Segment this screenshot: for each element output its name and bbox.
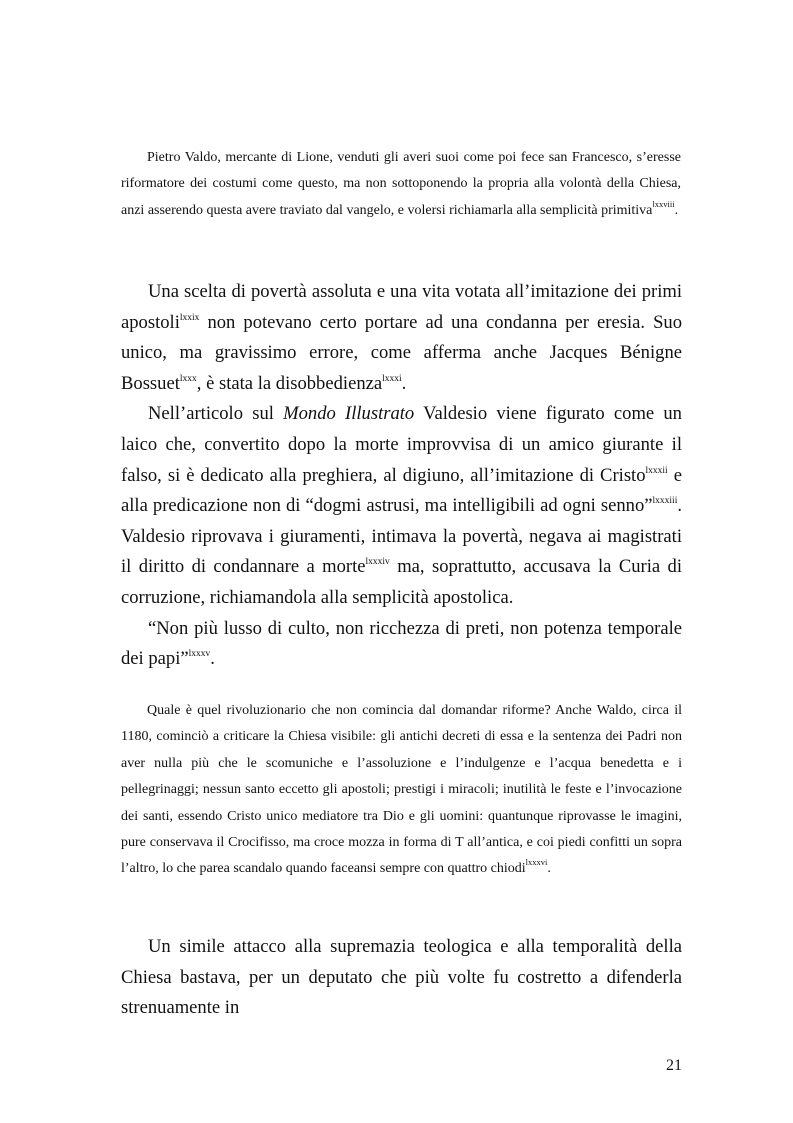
endnote-marker: lxxxi — [382, 373, 402, 384]
endnote-marker: lxxxiii — [652, 496, 678, 507]
text-span: . — [210, 648, 215, 670]
text-span: . — [401, 372, 407, 394]
text-span: ma, soprattutto, accusava la Curia di corruzione, richiamandola alla semplicità apostolica. — [121, 556, 682, 608]
block-quote-waldo — [121, 698, 682, 883]
endnote-marker: lxxxv — [188, 649, 211, 660]
text-span: . Valdesio riprovava i giuramenti, intimava la povertà, negava ai magistrati il diritto di condannare a morte — [121, 495, 682, 578]
text-span: , è stata la disobbedienza — [196, 372, 383, 394]
endnote-marker: lxxxii — [645, 465, 668, 476]
italic-title: Mondo Illustrato — [283, 403, 415, 425]
paragraph — [121, 932, 682, 1024]
text-span: Nell’articolo sul — [148, 403, 284, 425]
endnote-marker: lxxxvi — [525, 857, 548, 868]
body-text-section-2 — [121, 932, 682, 1024]
text-span: “Non più lusso di culto, non ricchezza di preti, non potenza temporale dei papi” — [121, 617, 682, 670]
endnote-marker: lxxxiv — [365, 557, 390, 568]
page-number: 21 — [666, 1057, 682, 1074]
text-span: Una scelta di povertà assoluta e una vita votata all’imitazione dei primi apostoli — [121, 281, 682, 333]
paragraph — [121, 399, 682, 613]
endnote-marker: lxxix — [179, 312, 200, 323]
endnote-marker: lxxx — [179, 373, 197, 384]
quote-text: Pietro Valdo, mercante di Lione, venduti gli averi suoi come poi fece san Francesco, s’eresse riformatore dei costumi come questo, ma non sottoponendo la propria alla volontà della Chiesa, anzi asserendo questa avere traviato dal vangelo, e volersi richiamarla alla semplicità primitiva — [121, 150, 681, 218]
body-text-section-1 — [121, 277, 682, 675]
text-span: e alla predicazione non di “dogmi astrusi, ma intelligibili ad ogni senno” — [121, 464, 682, 517]
quote-end: . — [674, 202, 679, 218]
text-span: Un simile attacco alla supremazia teologica e alla temporalità della Chiesa bastava, per un deputato che più volte fu costretto a difenderla strenuamente in — [121, 936, 682, 1019]
paragraph — [121, 277, 682, 399]
text-span: non potevano certo portare ad una condanna per eresia. Suo unico, ma gravissimo errore, come afferma anche Jacques Bénigne Bossuet — [121, 311, 682, 394]
quote-end: . — [547, 861, 551, 877]
paragraph — [121, 614, 682, 675]
text-span: Valdesio viene figurato come un laico che, convertito dopo la morte improvvisa di un amico giurante il falso, si è dedicato alla preghiera, al digiuno, all’imitazione di Cristo — [121, 403, 682, 486]
quote-text: Quale è quel rivoluzionario che non comincia dal domandar riforme? Anche Waldo, circa il 1180, cominciò a criticare la Chiesa visibile: gli antichi decreti di essa e la sentenza dei Padri non aver nulla più che le scomuniche e l’assoluzione e l’indulgenze e l’acqua benedetta e i pellegrinaggi; nessun santo eccetto gli apostoli; prestigi i miracoli; inutilità le feste e l’invocazione dei santi, essendo Cristo unico mediatore tra Dio e gli uomini: quantunque riprovasse le imagini, pure conservava il Crocifisso, ma croce mozza in forma di T all’antica, e coi piedi confitti un sopra l’altro, lo che parea scandalo quando faceansi sempre con quattro chiodi — [121, 703, 682, 877]
endnote-marker: lxxviii — [652, 198, 675, 209]
block-quote-valdo — [121, 145, 681, 224]
